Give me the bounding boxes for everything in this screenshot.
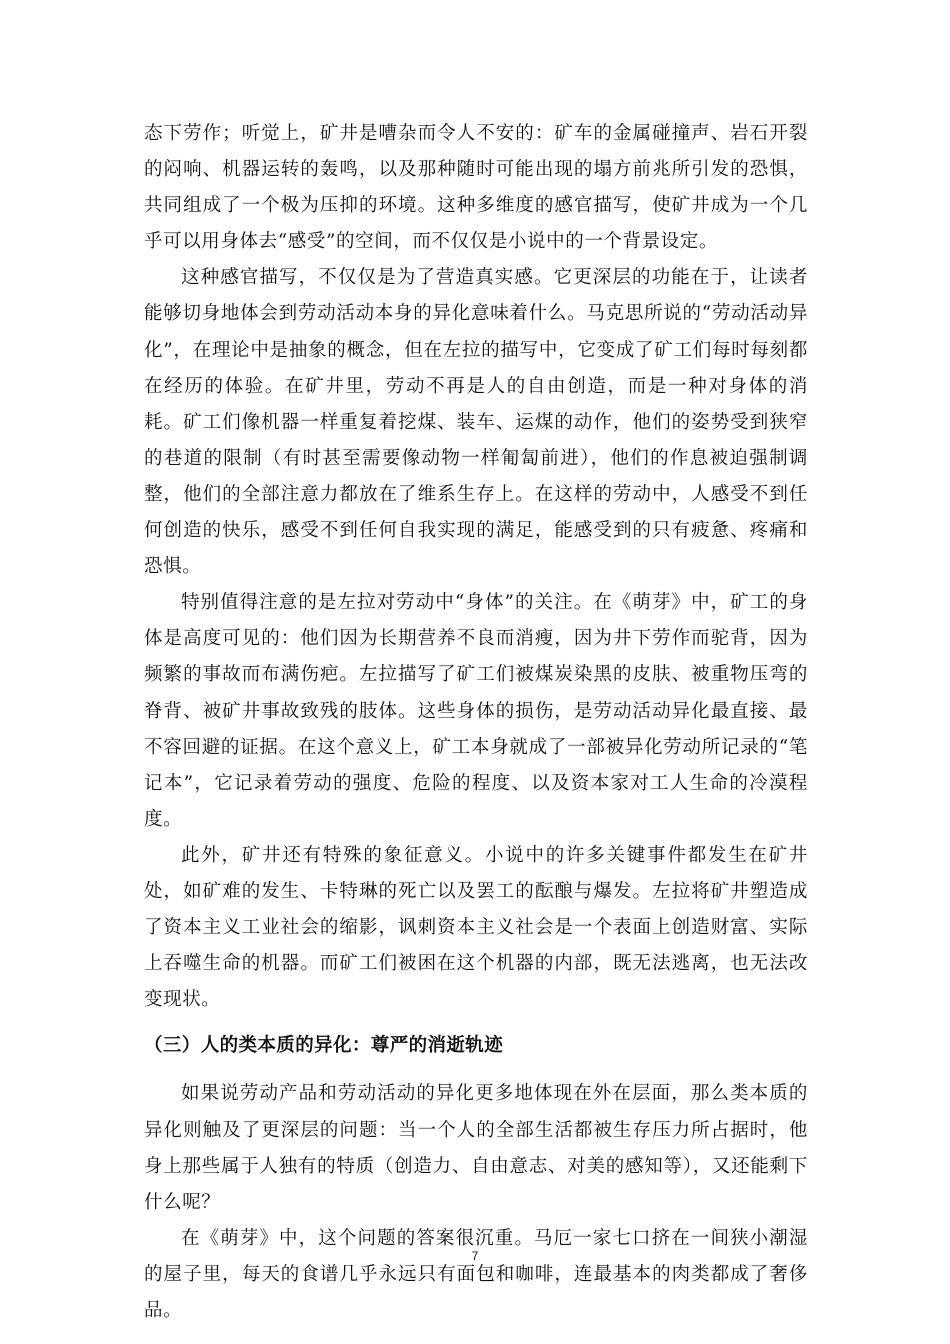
paragraph: 特别值得注意的是左拉对劳动中“身体”的关注。在《萌芽》中，矿工的身体是高度可见的：他们因为长期营养不良而消瘦，因为井下劳作而驼背，因为频繁的事故而布满伤疤。左拉描写了矿工们被煤炭染黑的皮肤、被重物压弯的脊背、被矿井事故致残的肢体。这些身体的损伤，是劳动活动异化最直接、最不容回避的证据。在这个意义上，矿工本身就成了一部被异化劳动所记录的“笔记本”，它记录着劳动的强度、危险的程度、以及资本家对工人生命的冷漠程度。: [144, 592, 808, 830]
paragraph: 在《萌芽》中，这个问题的答案很沉重。马厄一家七口挤在一间狭小潮湿的屋子里，每天的食谱几乎永远只有面包和咖啡，连最基本的肉类都成了奢侈品。: [144, 1227, 808, 1321]
page-number: 7: [471, 1249, 479, 1263]
section-heading: （三）人的类本质的异化：尊严的消逝轨迹: [144, 1035, 504, 1057]
paragraph-continuation: 态下劳作；听觉上，矿井是嘈杂而令人不安的：矿车的金属碰撞声、岩石开裂的闷响、机器运转的轰鸣，以及那种随时可能出现的塌方前兆所引发的恐惧，共同组成了一个极为压抑的环境。这种多维度的感官描写，使矿井成为一个几乎可以用身体去“感受”的空间，而不仅仅是小说中的一个背景设定。: [144, 123, 808, 253]
body-text: [144, 116, 808, 1329]
paragraph: 这种感官描写，不仅仅是为了营造真实感。它更深层的功能在于，让读者能够切身地体会到劳动活动本身的异化意味着什么。马克思所说的“劳动活动异化”，在理论中是抽象的概念，但在左拉的描写中，它变成了矿工们每时每刻都在经历的体验。在矿井里，劳动不再是人的自由创造，而是一种对身体的消耗。矿工们像机器一样重复着挖煤、装车、运煤的动作，他们的姿势受到狭窄的巷道的限制（有时甚至需要像动物一样匍匐前进），他们的作息被迫强制调整，他们的全部注意力都放在了维系生存上。在这样的劳动中，人感受不到任何创造的快乐，感受不到任何自我实现的满足，能感受到的只有疲惫、疼痛和恐惧。: [144, 267, 808, 578]
paragraph: 此外，矿井还有特殊的象征意义。小说中的许多关键事件都发生在矿井处，如矿难的发生、卡特琳的死亡以及罢工的酝酿与爆发。左拉将矿井塑造成了资本主义工业社会的缩影，讽刺资本主义社会是一个表面上创造财富、实际上吞噬生命的机器。而矿工们被困在这个机器的内部，既无法逃离，也无法改变现状。: [144, 844, 808, 1011]
paragraph: 如果说劳动产品和劳动活动的异化更多地体现在外在层面，那么类本质的异化则触及了更深层的问题：当一个人的全部生活都被生存压力所占据时，他身上那些属于人独有的特质（创造力、自由意志、对美的感知等），又还能剩下什么呢？: [144, 1083, 808, 1213]
